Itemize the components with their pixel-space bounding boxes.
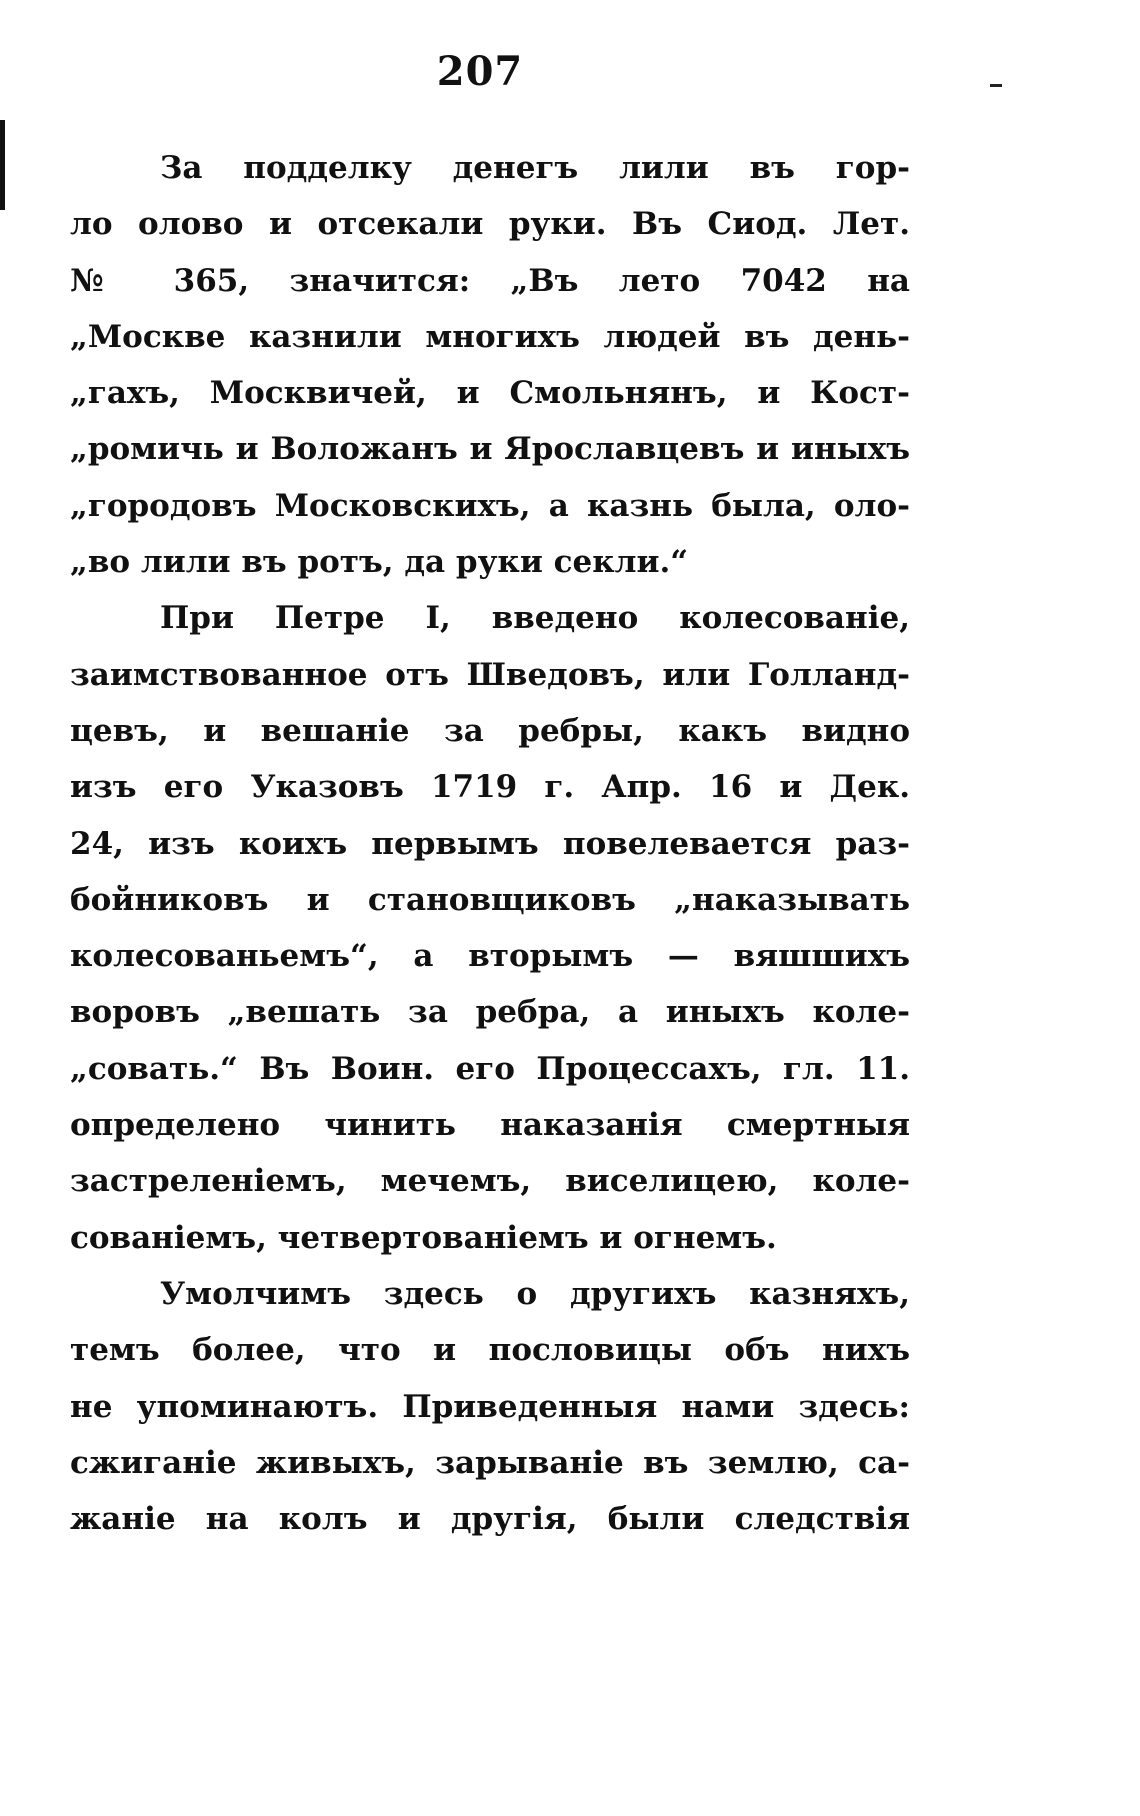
text-body [70,140,910,1547]
text-line: цевъ, и вешаніе за ребры, какъ видно [70,712,910,749]
text-line: изъ его Указовъ 1719 г. Апр. 16 и Дек. [70,769,910,806]
text-line: определено чинить наказанія смертныя [70,1107,910,1144]
text-line: колесованьемъ“, а вторымъ — вяшшихъ [70,938,910,975]
text-line: сжиганіе живыхъ, зарываніе въ землю, са- [70,1444,910,1481]
text-line: За подделку денегъ лили въ гор- [160,150,910,186]
text-line: заимствованное отъ Шведовъ, или Голланд- [70,656,910,693]
text-line: не упоминаютъ. Приведенныя нами здесь: [70,1388,910,1425]
text-line: № 365, значится: „Въ лето 7042 на [70,262,910,299]
text-line: жаніе на колъ и другія, были следствія [70,1501,910,1538]
text-line: „гахъ, Москвичей, и Смольнянъ, и Кост- [70,375,910,412]
text-line: сованіемъ, четвертованіемъ и огнемъ. [70,1219,777,1256]
text-line: „городовъ Московскихъ, а казнь была, оло- [70,487,910,524]
text-line: застреленіемъ, мечемъ, виселицею, коле- [70,1163,910,1200]
text-line: ло олово и отсекали руки. Въ Сиод. Лет. [70,206,910,243]
margin-dash-mark [990,84,1002,87]
text-line: „совать.“ Въ Воин. его Процессахъ, гл. 11. [70,1050,910,1087]
text-line: воровъ „вешать за ребра, а иныхъ коле- [70,994,910,1031]
text-line: „Москве казнили многихъ людей въ день- [70,318,910,355]
text-line: бойниковъ и становщиковъ „наказывать [70,881,910,918]
text-line: „ромичь и Воложанъ и Ярославцевъ и иныхъ [70,431,910,468]
text-line: темъ более, что и пословицы объ нихъ [70,1332,910,1369]
text-line: Умолчимъ здесь о другихъ казняхъ, [160,1275,910,1312]
text-line: „во лили въ ротъ, да руки секли.“ [70,544,689,581]
text-line: При Петре I, введено колесованіе, [160,600,910,637]
text-line: 24, изъ коихъ первымъ повелевается раз- [70,825,910,862]
margin-scan-mark [0,120,5,210]
page-number: 207 [436,48,524,95]
